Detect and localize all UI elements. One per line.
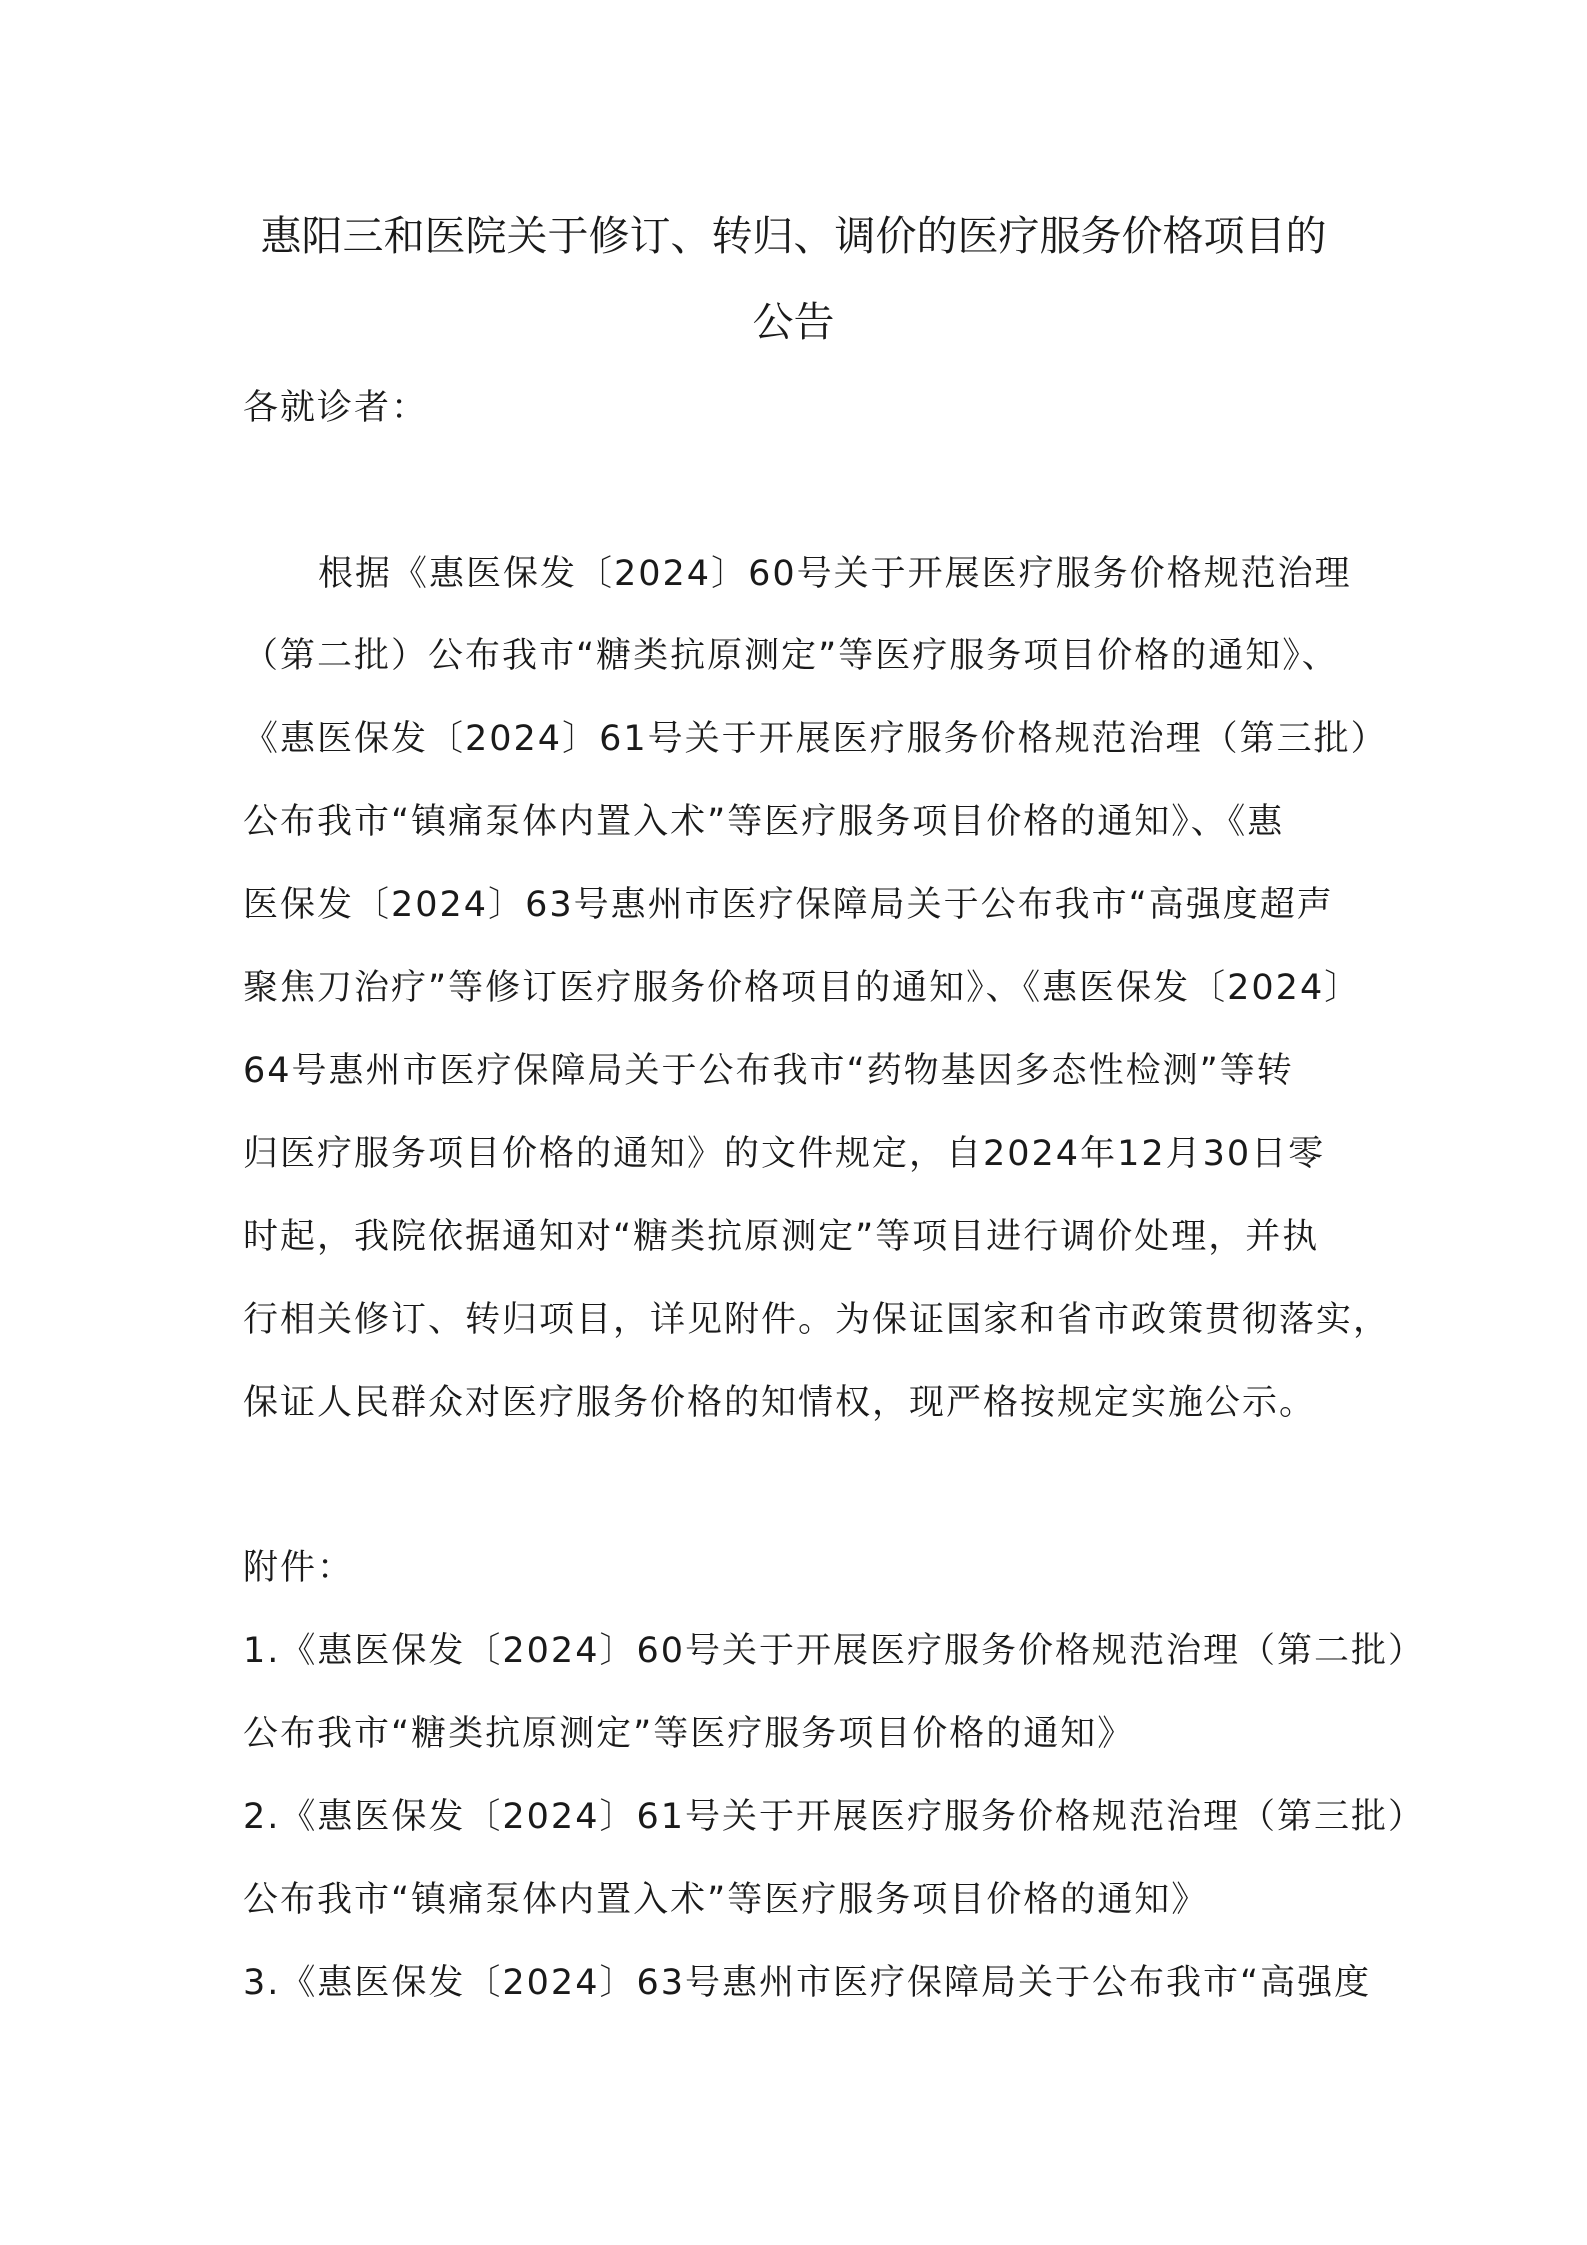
document-title xyxy=(200,193,1387,365)
attachment-line-5: 3.《惠医保发〔2024〕63号惠州市医疗保障局关于公布我市“高强度 xyxy=(243,1963,1372,2003)
attachment-line-1: 1.《惠医保发〔2024〕60号关于开展医疗服务价格规范治理（第二批） xyxy=(243,1631,1426,1671)
paragraph-line-4: 公布我市“镇痛泵体内置入术”等医疗服务项目价格的通知》、《惠 xyxy=(243,802,1285,842)
title-line-2: 公告 xyxy=(752,298,835,346)
paragraph-line-7: 64号惠州市医疗保障局关于公布我市“药物基因多态性检测”等转 xyxy=(243,1051,1294,1091)
paragraph-line-5: 医保发〔2024〕63号惠州市医疗保障局关于公布我市“高强度超声 xyxy=(243,885,1334,925)
paragraph-line-9: 时起，我院依据通知对“糖类抗原测定”等项目进行调价处理，并执 xyxy=(243,1217,1320,1257)
paragraph-line-6: 聚焦刀治疗”等修订医疗服务价格项目的通知》、《惠医保发〔2024〕 xyxy=(243,968,1362,1008)
attachment-line-2: 公布我市“糖类抗原测定”等医疗服务项目价格的通知》 xyxy=(243,1714,1135,1754)
salutation: 各就诊者： xyxy=(243,388,429,428)
paragraph-line-2: （第二批）公布我市“糖类抗原测定”等医疗服务项目价格的通知》、 xyxy=(243,636,1339,676)
paragraph-line-8: 归医疗服务项目价格的通知》的文件规定，自2024年12月30日零 xyxy=(243,1134,1326,1174)
paragraph-line-3: 《惠医保发〔2024〕61号关于开展医疗服务价格规范治理（第三批） xyxy=(243,719,1388,759)
attachments-label: 附件： xyxy=(243,1548,355,1588)
paragraph-line-1: 根据《惠医保发〔2024〕60号关于开展医疗服务价格规范治理 xyxy=(318,554,1352,594)
paragraph-line-11: 保证人民群众对医疗服务价格的知情权，现严格按规定实施公示。 xyxy=(243,1383,1317,1423)
title-line-1: 惠阳三和医院关于修订、转归、调价的医疗服务价格项目的 xyxy=(260,212,1327,260)
paragraph-line-10: 行相关修订、转归项目，详见附件。为保证国家和省市政策贯彻落实， xyxy=(243,1300,1391,1340)
attachment-line-3: 2.《惠医保发〔2024〕61号关于开展医疗服务价格规范治理（第三批） xyxy=(243,1797,1426,1837)
attachment-line-4: 公布我市“镇痛泵体内置入术”等医疗服务项目价格的通知》 xyxy=(243,1880,1209,1920)
